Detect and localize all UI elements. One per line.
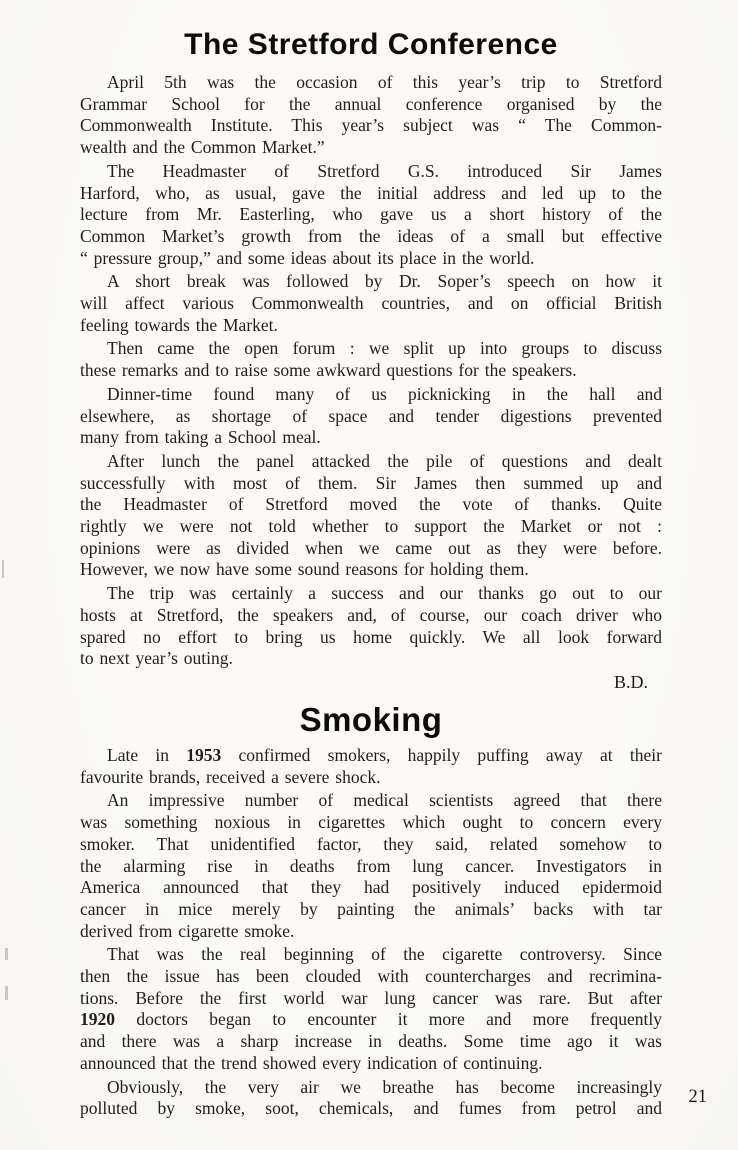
text-line: elsewhere, as shortage of space and tender digestions prevented [80,405,662,426]
paragraphs [80,72,662,670]
article-stretford-conference [80,28,662,693]
text-line: the alarming rise in deaths from lung cancer. Investigators in [80,855,662,876]
text-line: was something noxious in cigarettes which ought to concern every [80,812,662,833]
paragraph [80,745,662,788]
text-line: announced that the trend showed every indication of continuing. [80,1052,543,1073]
text-line: wealth and the Common Market.” [80,137,325,158]
text-line: will affect various Commonwealth countries, and on official British [80,293,662,314]
paragraph [80,451,662,581]
text-line: opinions were as divided when we came out as they were before. [80,537,662,558]
text-line: favourite brands, received a severe shock. [80,766,381,787]
text-line: However, we now have some sound reasons for holding them. [80,559,529,580]
text-line: the Headmaster of Stretford moved the vote of thanks. Quite [80,494,662,515]
paragraph [80,72,662,159]
text-line: derived from cigarette smoke. [80,920,295,941]
text-line: After lunch the panel attacked the pile of questions and dealt [107,450,662,471]
article-title: The Stretford Conference [184,28,558,61]
paragraph [80,161,662,270]
paragraphs [80,745,662,1120]
text-line: tions. Before the first world war lung cancer was rare. But after [80,987,662,1008]
text-line: lecture from Mr. Easterling, who gave us a short history of the [80,204,662,225]
scan-mark [5,986,8,1000]
text-line: hosts at Stretford, the speakers and, of course, our coach driver who [80,604,662,625]
text-line: An impressive number of medical scientists agreed that there [107,790,662,811]
text-line: Harford, who, as usual, gave the initial address and led up to the [80,182,662,203]
paragraph [80,271,662,336]
text-line: and there was a sharp increase in deaths. Some time ago it was [80,1031,662,1052]
text-line: then the issue has been clouded with countercharges and recrimina- [80,966,662,987]
text-line: feeling towards the Market. [80,314,278,335]
text-line: That was the real beginning of the cigarette controversy. Since [107,944,662,965]
text-line: smoker. That unidentified factor, they said, related somehow to [80,833,662,854]
article-smoking [80,700,662,1120]
text-line: Commonwealth Institute. This year’s subject was “ The Common- [80,115,662,136]
text-line: April 5th was the occasion of this year’s trip to Stretford [107,72,662,92]
text-line: Dinner-time found many of us picknicking in the hall and [107,383,662,404]
text-line: spared no effort to bring us home quickly. We all look forward [80,626,662,647]
page-number: 21 [688,1087,707,1107]
paragraph [80,583,662,670]
text-line: Late in 1953 confirmed smokers, happily puffing away at their [107,744,662,765]
text-line: rightly we were not told whether to support the Market or not : [80,516,662,537]
paragraph [80,790,662,942]
scan-mark [5,948,8,960]
text-line: Grammar School for the annual conference organised by the [80,93,662,114]
text-line: “ pressure group,” and some ideas about its place in the world. [80,247,535,268]
text-line: to next year’s outing. [80,648,233,669]
scan-mark [2,560,4,578]
text-line: Then came the open forum : we split up into groups to discuss [107,338,662,359]
paragraph [80,384,662,449]
text-column [80,28,662,1122]
text-line: these remarks and to raise some awkward questions for the speakers. [80,360,577,381]
text-line: many from taking a School meal. [80,427,321,448]
text-line: Obviously, the very air we breathe has become increasingly [107,1076,662,1097]
paragraph [80,1077,662,1120]
text-line: The trip was certainly a success and our thanks go out to our [107,583,662,604]
article-title: Smoking [299,700,443,738]
paragraph [80,338,662,381]
paragraph [80,944,662,1074]
text-line: 1920 doctors began to encounter it more and more frequently [80,1009,662,1030]
text-line: A short break was followed by Dr. Soper’s speech on how it [107,271,662,292]
text-line: successfully with most of them. Sir James then summed up and [80,472,662,493]
text-line: Common Market’s growth from the ideas of a small but effective [80,225,662,246]
text-line: The Headmaster of Stretford G.S. introduced Sir James [107,160,662,181]
text-line: polluted by smoke, soot, chemicals, and fumes from petrol and [80,1098,662,1119]
text-line: cancer in mice merely by painting the animals’ backs with tar [80,898,662,919]
text-line: America announced that they had positively induced epidermoid [80,877,662,898]
author-initials: B.D. [613,671,648,692]
